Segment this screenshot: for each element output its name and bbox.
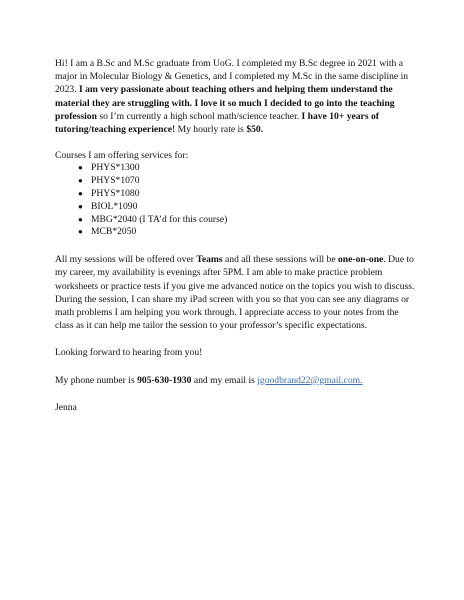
course-item [78,188,416,201]
sessions-paragraph [55,253,416,332]
intro-text-3: My hourly rate is [175,124,247,136]
closing-line: Looking forward to hearing from you! [55,347,203,359]
courses-heading: Courses I am offering services for: [55,150,189,162]
sessions-text-3: . Due to my career, my availability is evenings after 5PM. I am able to make practice problem worksheets or practice tests if you give me advanced notice on the topics you wish to discuss. During the session, I can share my iPad screen with you so that you can see any diagrams or math problems I am helping you work through. I appreciate access to your notes from the class as it can help me tailor the session to your professor’s specific expectations. [55,254,415,332]
course-label: PHYS*1070 [91,175,140,187]
one-on-one-bold: one-on-one [338,254,384,266]
intro-paragraph [55,57,416,136]
courses-list [55,162,416,239]
course-item [78,175,416,188]
bullet-icon: ● [78,176,83,186]
intro-text-1: Hi! I am a B.Sc and M.Sc graduate from UoG. I completed my B.Sc degree in 2021 with a major in Molecular Biology & Genetics, and I completed my M.Sc in the same discipline in 2023. [55,58,409,96]
bullet-icon: ● [78,201,83,211]
course-label: PHYS*1300 [91,162,140,174]
bullet-icon: ● [78,227,83,237]
sessions-text-2: and all these sessions will be [222,254,338,266]
course-item [78,162,416,175]
intro-text-2: so I’m currently a high school math/science teacher. [96,110,302,122]
course-label: BIOL*1090 [91,200,138,212]
hourly-rate: $50. [246,124,264,136]
bullet-icon: ● [78,163,83,173]
intro-bold-passion: I am very passionate about teaching others and helping them understand the material they are struggling with. I love it so much I decided to go into the teaching profession [55,84,395,122]
phone-number: 905-630-1930 [137,374,192,386]
bullet-icon: ● [78,214,83,224]
teams-bold: Teams [196,254,223,266]
course-item [78,200,416,214]
signature: Jenna [55,401,77,413]
email-link[interactable]: jgoodbrand22@gmail.com. [257,374,363,386]
contact-text-1: My phone number is [55,374,138,386]
bullet-icon: ● [78,189,83,199]
course-label: MBG*2040 (I TA’d for this course) [91,213,228,225]
intro-bold-experience: I have 10+ years of tutoring/teaching experience! [55,110,379,136]
course-label: MCB*2050 [91,226,137,238]
course-item [78,226,416,239]
contact-text-2: and my email is [191,374,258,386]
course-item [78,213,416,227]
contact-paragraph [55,374,416,387]
course-label: PHYS*1080 [91,188,140,200]
sessions-text-1: All my sessions will be offered over [55,254,197,266]
